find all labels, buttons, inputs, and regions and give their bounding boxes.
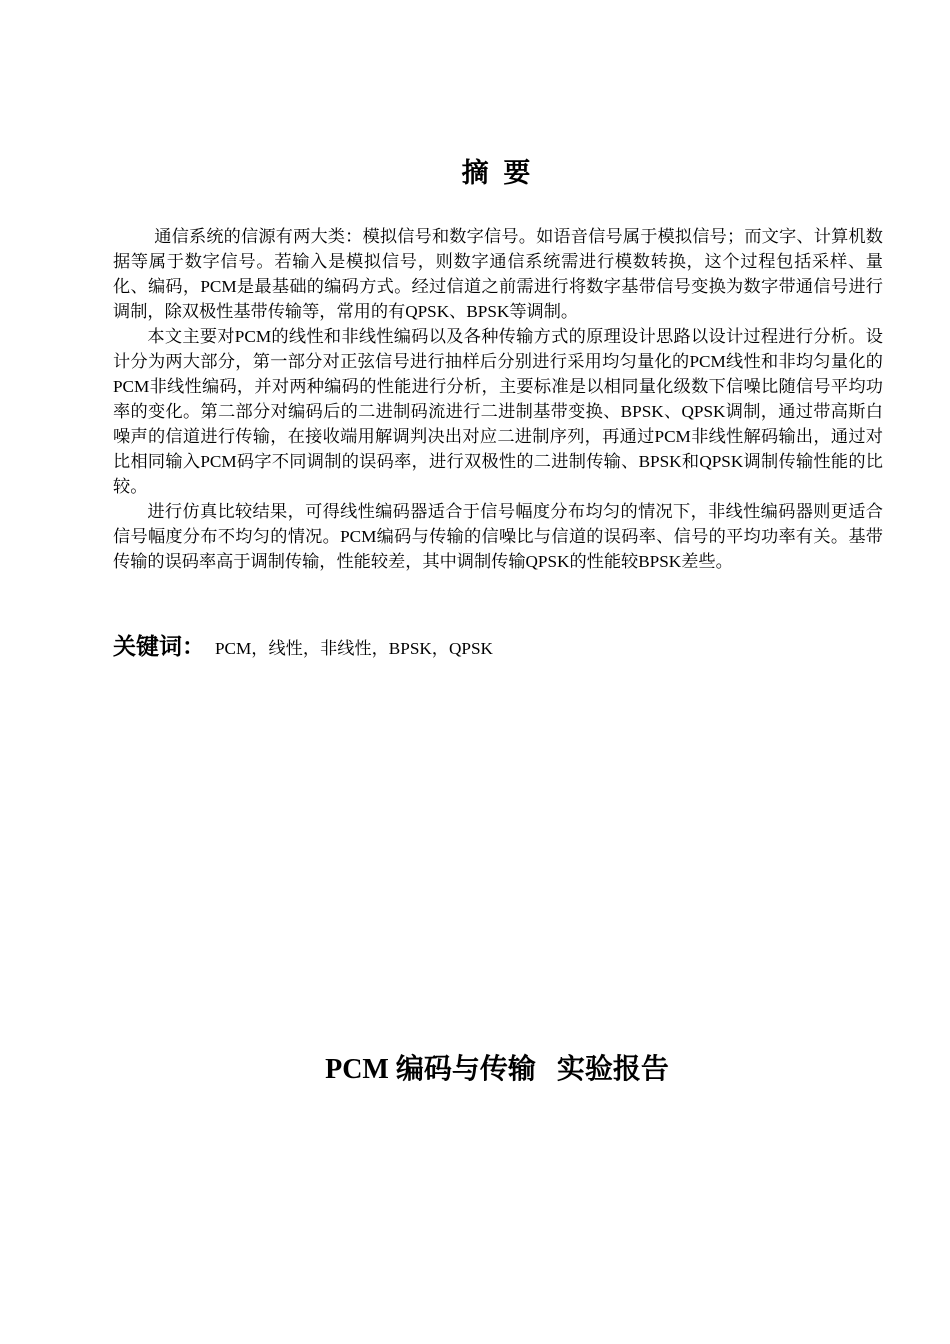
keywords-value: PCM，线性，非线性，BPSK，QPSK [215, 639, 493, 658]
abstract-title: 摘 要 [461, 158, 535, 188]
abstract-body [113, 224, 883, 574]
abstract-paragraph-2: 本文主要对PCM的线性和非线性编码以及各种传输方式的原理设计思路以设计过程进行分析。设计分为两大部分，第一部分对正弦信号进行抽样后分别进行采用均匀量化的PCM线性和非均匀量化的PCM非线性编码，并对两种编码的性能进行分析，主要标准是以相同量化级数下信噪比随信号平均功率的变化。第二部分对编码后的二进制码流进行二进制基带变换、BPSK、QPSK调制，通过带高斯白噪声的信道进行传输，在接收端用解调判决出对应二进制序列，再通过PCM非线性解码输出，通过对比相同输入PCM码字不同调制的误码率，进行双极性的二进制传输、BPSK和QPSK调制传输性能的比较。 [113, 327, 883, 496]
keywords-label: 关键词： [113, 634, 205, 660]
keywords-line [113, 630, 883, 667]
abstract-paragraph-3: 进行仿真比较结果，可得线性编码器适合于信号幅度分布均匀的情况下，非线性编码器则更适合信号幅度分布不均匀的情况。PCM编码与传输的信噪比与信道的误码率、信号的平均功率有关。基带传输的误码率高于调制传输，性能较差，其中调制传输QPSK的性能较BPSK差些。 [113, 502, 883, 571]
report-title: PCM 编码与传输 实验报告 [325, 1054, 669, 1085]
abstract-paragraph-1: 通信系统的信源有两大类：模拟信号和数字信号。如语音信号属于模拟信号；而文字、计算机数据等属于数字信号。若输入是模拟信号，则数字通信系统需进行模数转换，这个过程包括采样、量化、编码，PCM是最基础的编码方式。经过信道之前需进行将数字基带信号变换为数字带通信号进行调制，除双极性基带传输等，常用的有QPSK、BPSK等调制。 [113, 227, 883, 321]
